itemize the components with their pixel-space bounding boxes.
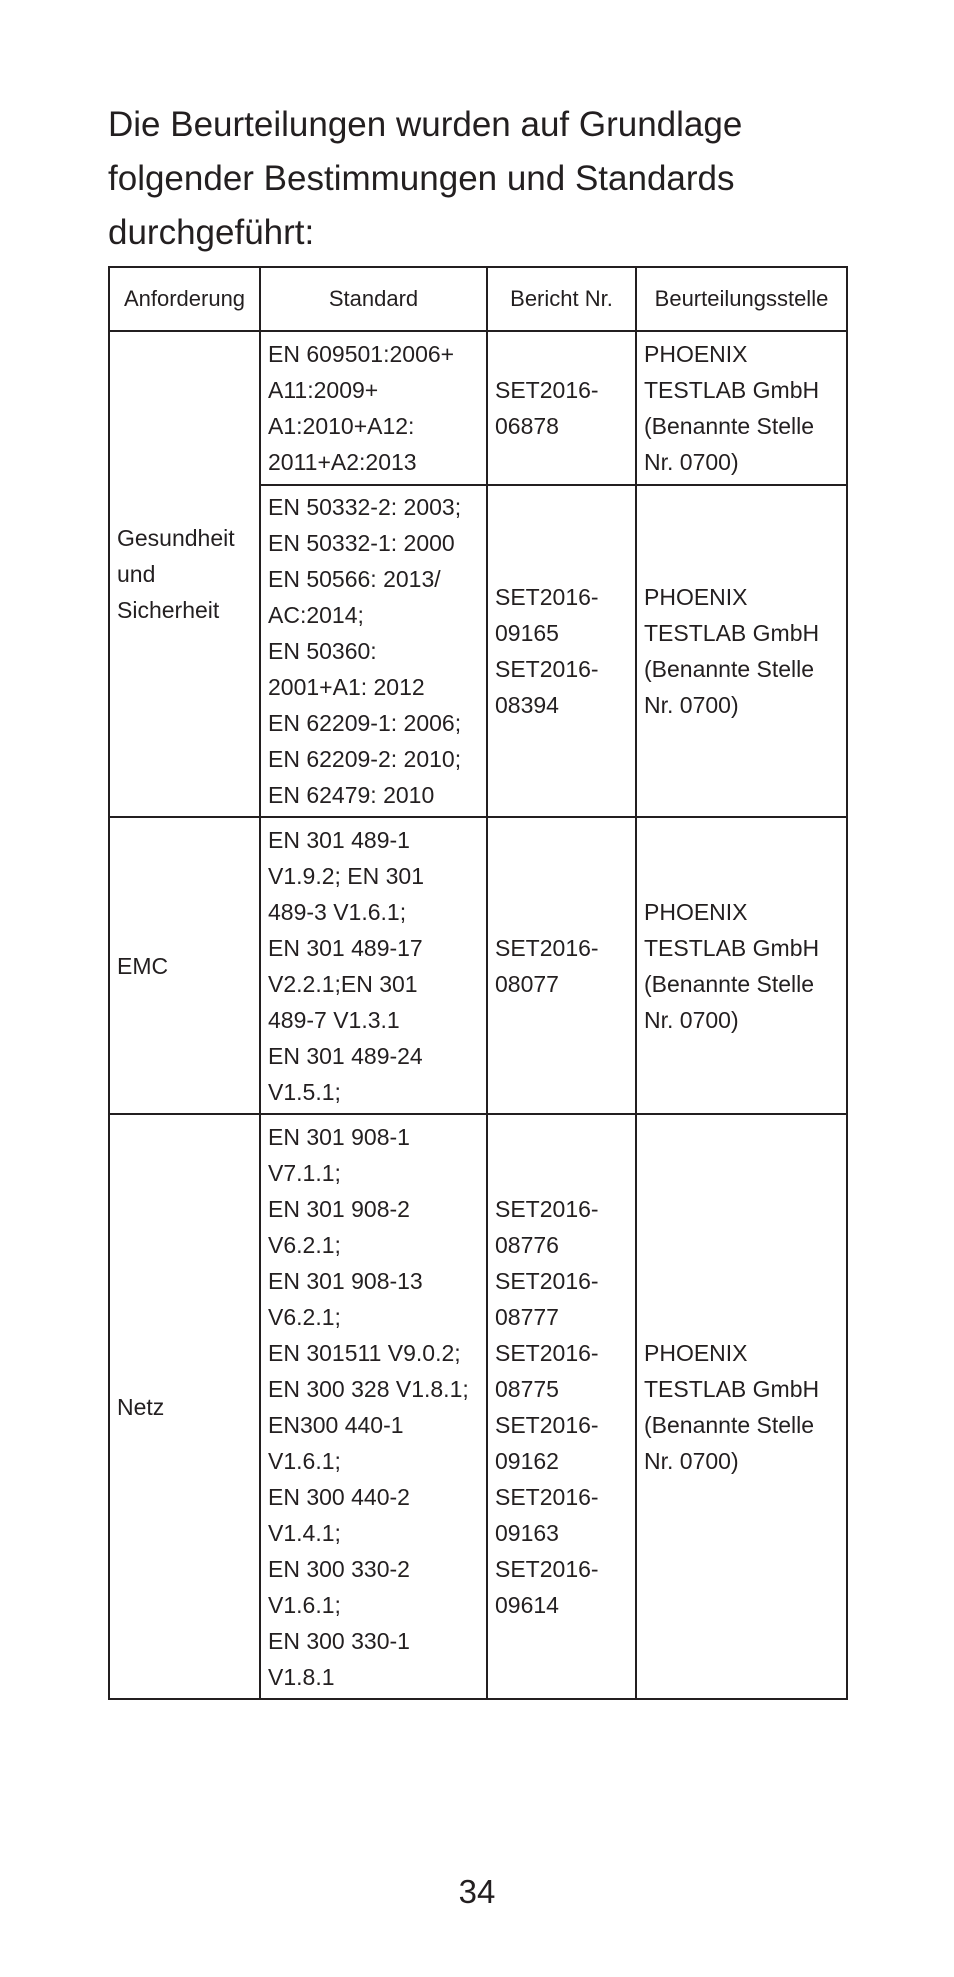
standard-line: EN 301 908-1 <box>268 1123 410 1150</box>
standard-line: EN 301 908-2 <box>268 1195 410 1222</box>
report-line: 08776 <box>495 1231 559 1258</box>
heading-line: durchgeführt: <box>108 213 315 252</box>
report-line: SET2016- <box>495 1483 599 1510</box>
table-row-network <box>109 1114 847 1699</box>
assessor-line: TESTLAB GmbH <box>644 620 820 646</box>
report-line: SET2016- <box>495 1555 599 1582</box>
table-row-health-1 <box>109 331 847 485</box>
heading-line: Die Beurteilungen wurden auf Grundlage <box>108 105 743 144</box>
standard-line: EN 62209-1: 2006; <box>268 710 462 736</box>
report-line: SET2016- <box>495 934 599 961</box>
requirement-line: Gesundheit <box>117 525 235 551</box>
assessor-line: PHOENIX <box>644 341 748 367</box>
standard-line: V1.8.1 <box>268 1663 335 1690</box>
header-requirement: Anforderung <box>109 267 260 331</box>
report-line: 06878 <box>495 413 559 439</box>
standard-line: EN 300 330-2 <box>268 1555 410 1582</box>
report-line: 09162 <box>495 1447 559 1474</box>
requirement-line: Sicherheit <box>117 597 220 623</box>
assessor-line: Nr. 0700) <box>644 1006 739 1033</box>
standard-line: EN 62209-2: 2010; <box>268 746 462 772</box>
report-cell <box>487 1114 636 1699</box>
standard-line: EN 301511 V9.0.2; <box>268 1339 461 1366</box>
standard-line: EN300 440-1 <box>268 1411 404 1438</box>
standard-line: V1.6.1; <box>268 1447 341 1474</box>
standard-cell <box>260 1114 487 1699</box>
standards-table <box>108 266 848 1700</box>
assessor-line: PHOENIX <box>644 1339 748 1366</box>
header-assessor: Beurteilungsstelle <box>636 267 847 331</box>
report-line: SET2016- <box>495 377 599 403</box>
standard-line: V6.2.1; <box>268 1231 341 1258</box>
assessor-line: Nr. 0700) <box>644 1447 739 1474</box>
standard-line: V2.2.1;EN 301 <box>268 970 418 997</box>
standard-line: EN 300 330-1 <box>268 1627 410 1654</box>
report-line: 09163 <box>495 1519 559 1546</box>
standard-line: V1.5.1; <box>268 1078 341 1105</box>
header-standard: Standard <box>260 267 487 331</box>
report-line: 08775 <box>495 1375 559 1402</box>
assessor-line: PHOENIX <box>644 898 748 925</box>
assessor-cell <box>636 331 847 485</box>
standard-line: EN 301 489-24 <box>268 1042 423 1069</box>
standard-line: V6.2.1; <box>268 1303 341 1330</box>
assessor-line: Nr. 0700) <box>644 449 739 475</box>
standard-line: V1.4.1; <box>268 1519 341 1546</box>
assessor-line: TESTLAB GmbH <box>644 934 820 961</box>
standard-cell <box>260 817 487 1114</box>
standard-cell <box>260 331 487 485</box>
table-body <box>109 331 847 1699</box>
standard-line: EN 50332-1: 2000 <box>268 530 455 556</box>
assessor-line: TESTLAB GmbH <box>644 377 820 403</box>
report-line: SET2016- <box>495 656 599 682</box>
standard-line: 489-7 V1.3.1 <box>268 1006 400 1033</box>
assessor-line: (Benannte Stelle <box>644 656 815 682</box>
assessor-line: Nr. 0700) <box>644 692 739 718</box>
report-cell <box>487 817 636 1114</box>
table-header <box>109 267 847 331</box>
requirement-line: und <box>117 561 156 587</box>
standard-line: EN 301 489-1 <box>268 826 410 853</box>
report-cell <box>487 485 636 817</box>
report-line: SET2016- <box>495 1195 599 1222</box>
report-line: SET2016- <box>495 1339 599 1366</box>
standard-line: V1.9.2; EN 301 <box>268 862 424 889</box>
assessor-cell <box>636 485 847 817</box>
standard-line: V1.6.1; <box>268 1591 341 1618</box>
page-number: 34 <box>458 1873 496 1910</box>
standard-line: V7.1.1; <box>268 1159 341 1186</box>
standard-line: A11:2009+ <box>268 377 379 403</box>
standard-line: EN 609501:2006+ <box>268 341 455 367</box>
standard-line: A1:2010+A12: <box>268 413 415 439</box>
page-heading <box>108 98 868 260</box>
standard-line: 489-3 V1.6.1; <box>268 898 407 925</box>
standard-line: EN 301 489-17 <box>268 934 423 961</box>
report-line: SET2016- <box>495 584 599 610</box>
requirement-emc: EMC <box>109 817 260 1114</box>
assessor-line: (Benannte Stelle <box>644 970 815 997</box>
report-line: 08394 <box>495 692 559 718</box>
standard-cell <box>260 485 487 817</box>
assessor-cell <box>636 817 847 1114</box>
table-row-emc <box>109 817 847 1114</box>
requirement-health <box>109 331 260 817</box>
standard-line: AC:2014; <box>268 602 364 628</box>
report-line: 09165 <box>495 620 559 646</box>
heading-line: folgender Bestimmungen und Standards <box>108 159 735 198</box>
standard-line: EN 300 328 V1.8.1; <box>268 1375 469 1402</box>
assessor-line: (Benannte Stelle <box>644 413 815 439</box>
standard-line: 2001+A1: 2012 <box>268 674 425 700</box>
report-line: SET2016- <box>495 1267 599 1294</box>
requirement-network: Netz <box>109 1114 260 1699</box>
standard-line: EN 50566: 2013/ <box>268 566 441 592</box>
standard-line: EN 50360: <box>268 638 377 664</box>
assessor-line: (Benannte Stelle <box>644 1411 815 1438</box>
standard-line: EN 300 440-2 <box>268 1483 410 1510</box>
assessor-line: PHOENIX <box>644 584 748 610</box>
header-report: Bericht Nr. <box>487 267 636 331</box>
report-cell <box>487 331 636 485</box>
standard-line: EN 62479: 2010 <box>268 782 435 808</box>
header-row <box>109 267 847 331</box>
standard-line: EN 50332-2: 2003; <box>268 494 462 520</box>
standard-line: EN 301 908-13 <box>268 1267 423 1294</box>
assessor-line: TESTLAB GmbH <box>644 1375 820 1402</box>
report-line: 08077 <box>495 970 559 997</box>
standard-line: 2011+A2:2013 <box>268 449 417 475</box>
report-line: 09614 <box>495 1591 559 1618</box>
report-line: 08777 <box>495 1303 559 1330</box>
report-line: SET2016- <box>495 1411 599 1438</box>
assessor-cell <box>636 1114 847 1699</box>
